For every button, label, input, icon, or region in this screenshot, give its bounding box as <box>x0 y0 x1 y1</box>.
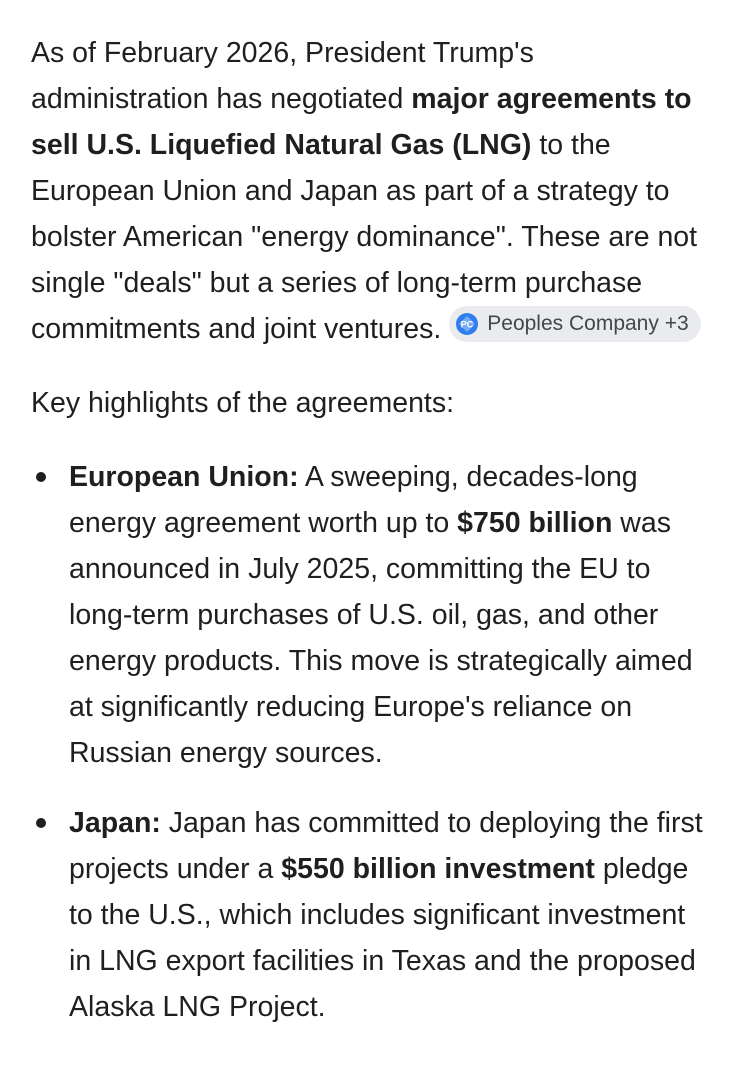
list-item-text-2: was announced in July 2025, committing the EU to long-term purchases of U.S. oil, gas, and other energy products. This move is strategically aimed at significantly reducing Europe's reliance on Russian energy sources. <box>69 507 693 769</box>
list-item-text-1: Japan has committed to deploying the first projects under a <box>69 807 703 885</box>
list-item-bold-text: $750 billion <box>457 507 613 539</box>
list-item-title: Japan: <box>69 807 161 839</box>
intro-text-2: to the European Union and Japan as part of a strategy to bolster American "energy dominance". These are not single "deals" but a series of long-term purchase commitments and joint ventures. <box>31 129 698 345</box>
highlights-list <box>31 454 711 1030</box>
bullet-icon <box>36 472 46 482</box>
intro-bold-text: major agreements to sell U.S. Liquefied Natural Gas (LNG) <box>31 83 692 161</box>
list-item-text-1: A sweeping, decades-long energy agreement worth up to <box>69 461 638 539</box>
list-item-title: European Union: <box>69 461 299 493</box>
response-content <box>31 30 711 1064</box>
source-chip[interactable] <box>449 306 700 342</box>
list-item <box>31 454 711 776</box>
intro-text-1: As of February 2026, President Trump's administration has negotiated <box>31 37 534 115</box>
list-item <box>31 800 711 1030</box>
bullet-icon <box>36 818 46 828</box>
list-item-bold-text: $550 billion investment <box>281 853 595 885</box>
peoples-company-logo-icon <box>455 312 479 336</box>
svg-text:PC: PC <box>461 319 474 330</box>
intro-paragraph <box>31 30 711 352</box>
source-chip-label: Peoples Company +3 <box>487 312 689 335</box>
highlights-heading: Key highlights of the agreements: <box>31 387 455 419</box>
list-item-text-2: pledge to the U.S., which includes significant investment in LNG export facilities in Texas and the proposed Alaska LNG Project. <box>69 853 696 1023</box>
